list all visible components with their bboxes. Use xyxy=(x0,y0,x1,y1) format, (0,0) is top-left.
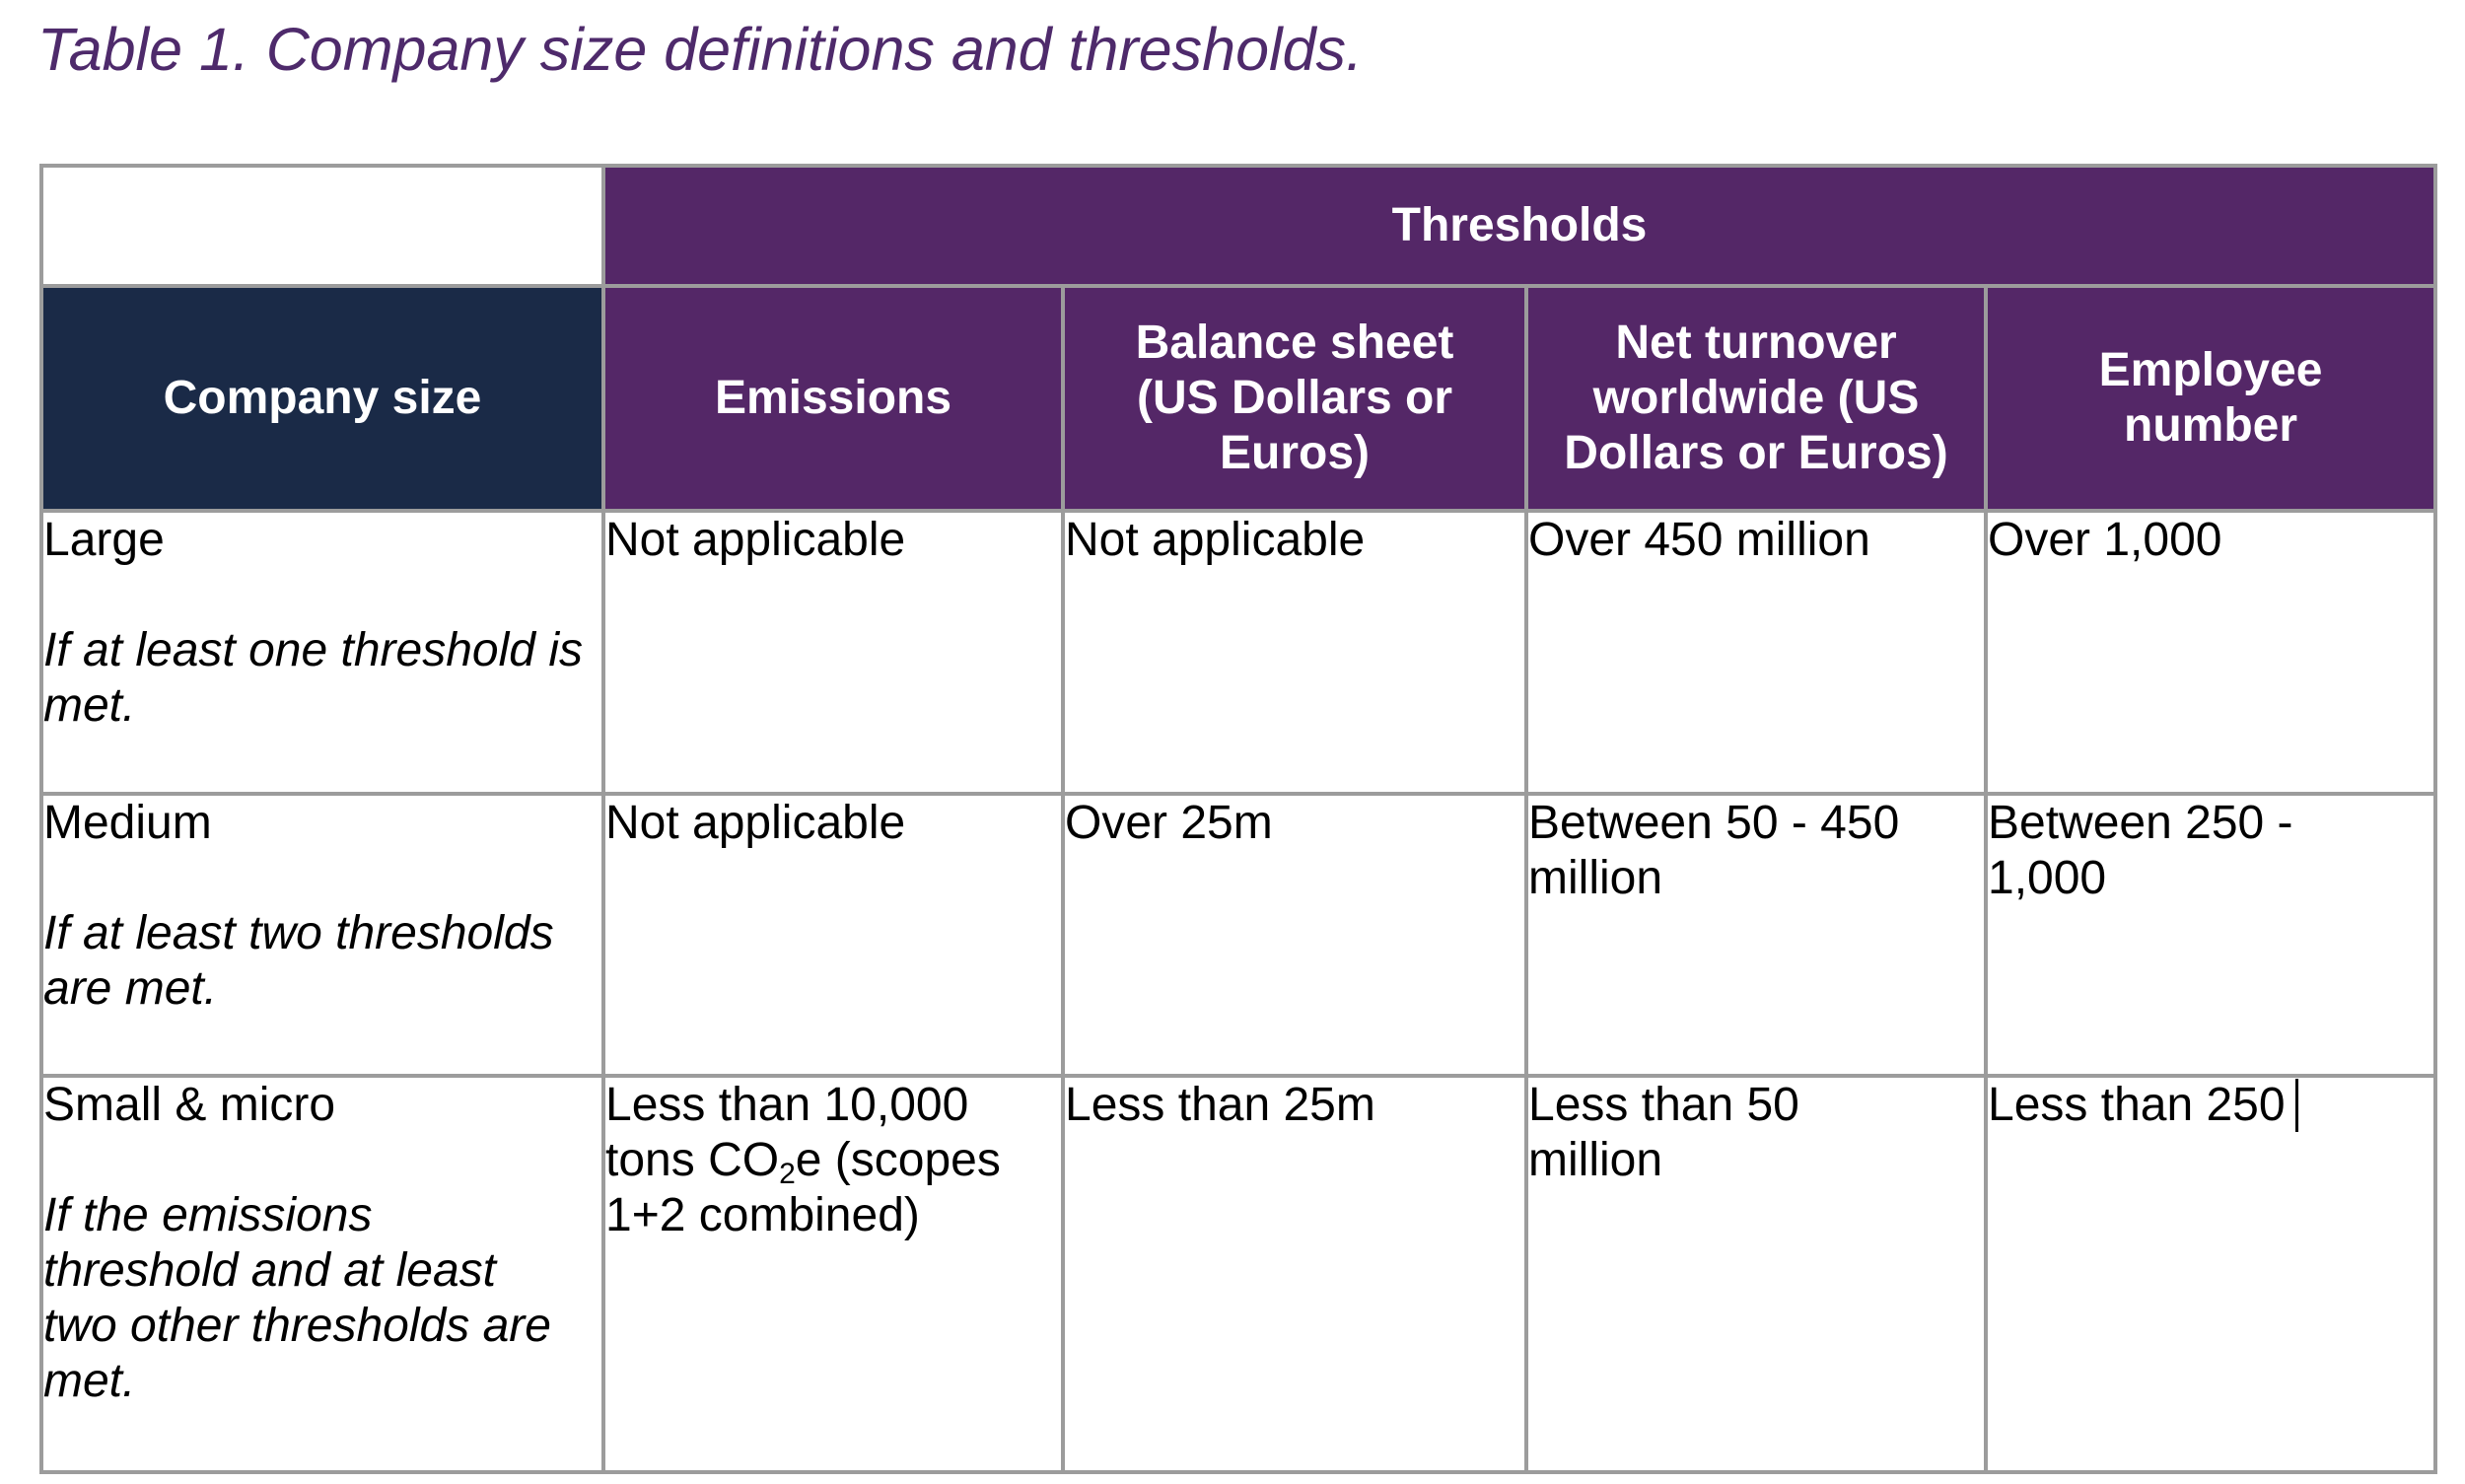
employee-number-cell: Over 1,000 xyxy=(1986,511,2435,794)
balance-sheet-cell: Less than 25m xyxy=(1063,1076,1526,1472)
size-label-medium: Medium xyxy=(43,797,212,849)
net-turnover-cell: Less than 50 million xyxy=(1526,1076,1986,1472)
column-header-employee-number: Employee number xyxy=(1986,286,2435,511)
table-group-header-row xyxy=(41,166,2435,286)
balance-sheet-cell: Not applicable xyxy=(1063,511,1526,794)
net-turnover-cell: Over 450 million xyxy=(1526,511,1986,794)
table-caption: Table 1. Company size definitions and thresholds. xyxy=(37,16,1363,83)
table-column-header-row xyxy=(41,286,2435,511)
employee-number-text: Less than 250 xyxy=(1988,1079,2286,1131)
text-cursor-icon xyxy=(2295,1079,2298,1132)
table-row xyxy=(41,1076,2435,1472)
company-size-table xyxy=(39,164,2437,1474)
employee-number-cell: Between 250 - 1,000 xyxy=(1986,794,2435,1076)
column-header-emissions: Emissions xyxy=(603,286,1063,511)
table-row xyxy=(41,511,2435,794)
company-size-cell xyxy=(41,511,603,794)
column-header-balance-sheet: Balance sheet (US Dollars or Euros) xyxy=(1063,286,1526,511)
size-condition: If at least one threshold is met. xyxy=(43,624,583,732)
emissions-text-suffix: e (scopes 1+2 combined) xyxy=(605,1134,1001,1241)
column-header-net-turnover: Net turnover worldwide (US Dollars or Euros) xyxy=(1526,286,1986,511)
company-size-cell xyxy=(41,1076,603,1472)
empty-corner-cell xyxy=(41,166,603,286)
emissions-cell xyxy=(603,1076,1063,1472)
net-turnover-cell: Between 50 - 450 million xyxy=(1526,794,1986,1076)
co2-subscript: 2 xyxy=(779,1158,796,1190)
employee-number-cell xyxy=(1986,1076,2435,1472)
company-size-cell xyxy=(41,794,603,1076)
size-condition: If the emissions threshold and at least two other thresholds are met. xyxy=(43,1189,551,1407)
size-label-large: Large xyxy=(43,514,165,566)
column-header-company-size: Company size xyxy=(41,286,603,511)
emissions-text-prefix: Less than 10,000 tons CO xyxy=(605,1079,969,1186)
size-condition: If at least two thresholds are met. xyxy=(43,907,554,1015)
balance-sheet-cell: Over 25m xyxy=(1063,794,1526,1076)
emissions-cell: Not applicable xyxy=(603,511,1063,794)
emissions-cell: Not applicable xyxy=(603,794,1063,1076)
table-row xyxy=(41,794,2435,1076)
size-label-small-micro: Small & micro xyxy=(43,1079,336,1131)
thresholds-group-header: Thresholds xyxy=(603,166,2435,286)
